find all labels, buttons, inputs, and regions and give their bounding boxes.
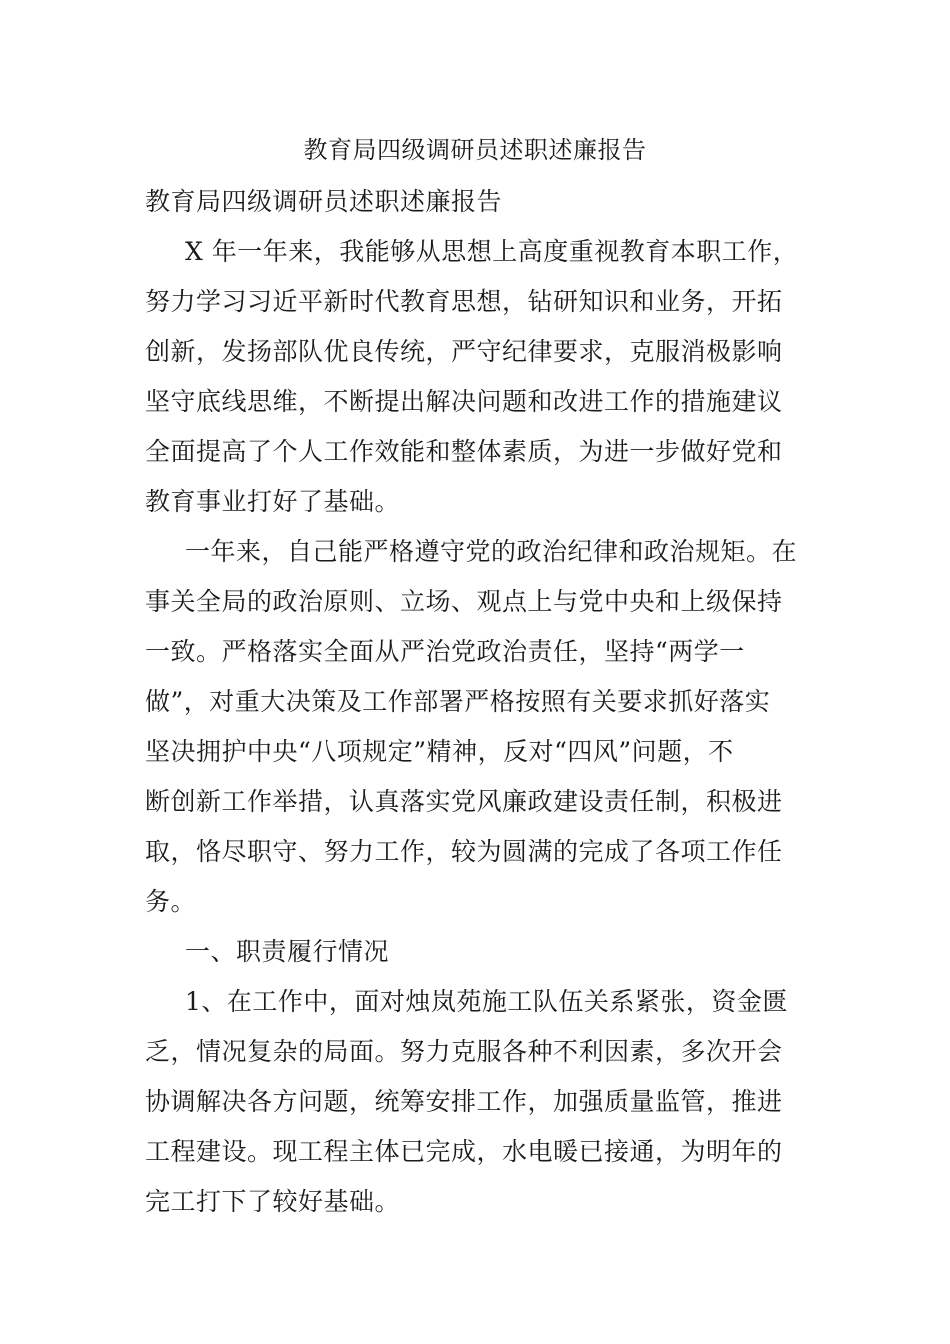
paragraph-2-line-7: 取，恪尽职守、努力工作，较为圆满的完成了各项工作任: [145, 837, 783, 866]
paragraph-2-line-8: 务。: [145, 887, 197, 916]
paragraph-2-line-1: 一年来，自己能严格遵守党的政治纪律和政治规矩。在: [185, 537, 798, 566]
paragraph-2-line-5: 坚决拥护中央“八项规定”精神，反对“四风”问题，不: [145, 737, 734, 766]
paragraph-3-line-3: 协调解决各方问题，统筹安排工作，加强质量监管，推进: [145, 1087, 783, 1116]
paragraph-2-line-3: 一致。严格落实全面从严治党政治责任，坚持“两学一: [145, 637, 745, 666]
paragraph-1-line-6: 教育事业打好了基础。: [145, 487, 401, 516]
paragraph-1-line-5: 全面提高了个人工作效能和整体素质，为进一步做好党和: [145, 437, 783, 466]
paragraph-3-line-1: 1、在工作中，面对烛岚苑施工队伍关系紧张，资金匮: [185, 987, 788, 1016]
paragraph-2-line-6: 断创新工作举措，认真落实党风廉政建设责任制，积极进: [145, 787, 783, 816]
paragraph-1-line-1: X 年一年来，我能够从思想上高度重视教育本职工作，: [185, 237, 799, 266]
paragraph-2-line-4: 做”，对重大决策及工作部署严格按照有关要求抓好落实: [145, 687, 771, 716]
document-title: 教育局四级调研员述职述廉报告: [303, 136, 647, 164]
paragraph-3-line-2: 乏，情况复杂的局面。努力克服各种不利因素，多次开会: [145, 1037, 783, 1066]
paragraph-3-line-4: 工程建设。现工程主体已完成，水电暖已接通，为明年的: [145, 1137, 783, 1166]
subtitle-line: 教育局四级调研员述职述廉报告: [145, 187, 503, 216]
section-heading: 一、职责履行情况: [185, 937, 390, 966]
paragraph-1-line-2: 努力学习习近平新时代教育思想，钻研知识和业务，开拓: [145, 287, 783, 316]
paragraph-1-line-3: 创新，发扬部队优良传统，严守纪律要求，克服消极影响: [145, 337, 783, 366]
paragraph-3-line-5: 完工打下了较好基础。: [145, 1187, 401, 1216]
paragraph-1-line-4: 坚守底线思维，不断提出解决问题和改进工作的措施建议: [145, 387, 783, 416]
paragraph-2-line-2: 事关全局的政治原则、立场、观点上与党中央和上级保持: [145, 587, 783, 616]
